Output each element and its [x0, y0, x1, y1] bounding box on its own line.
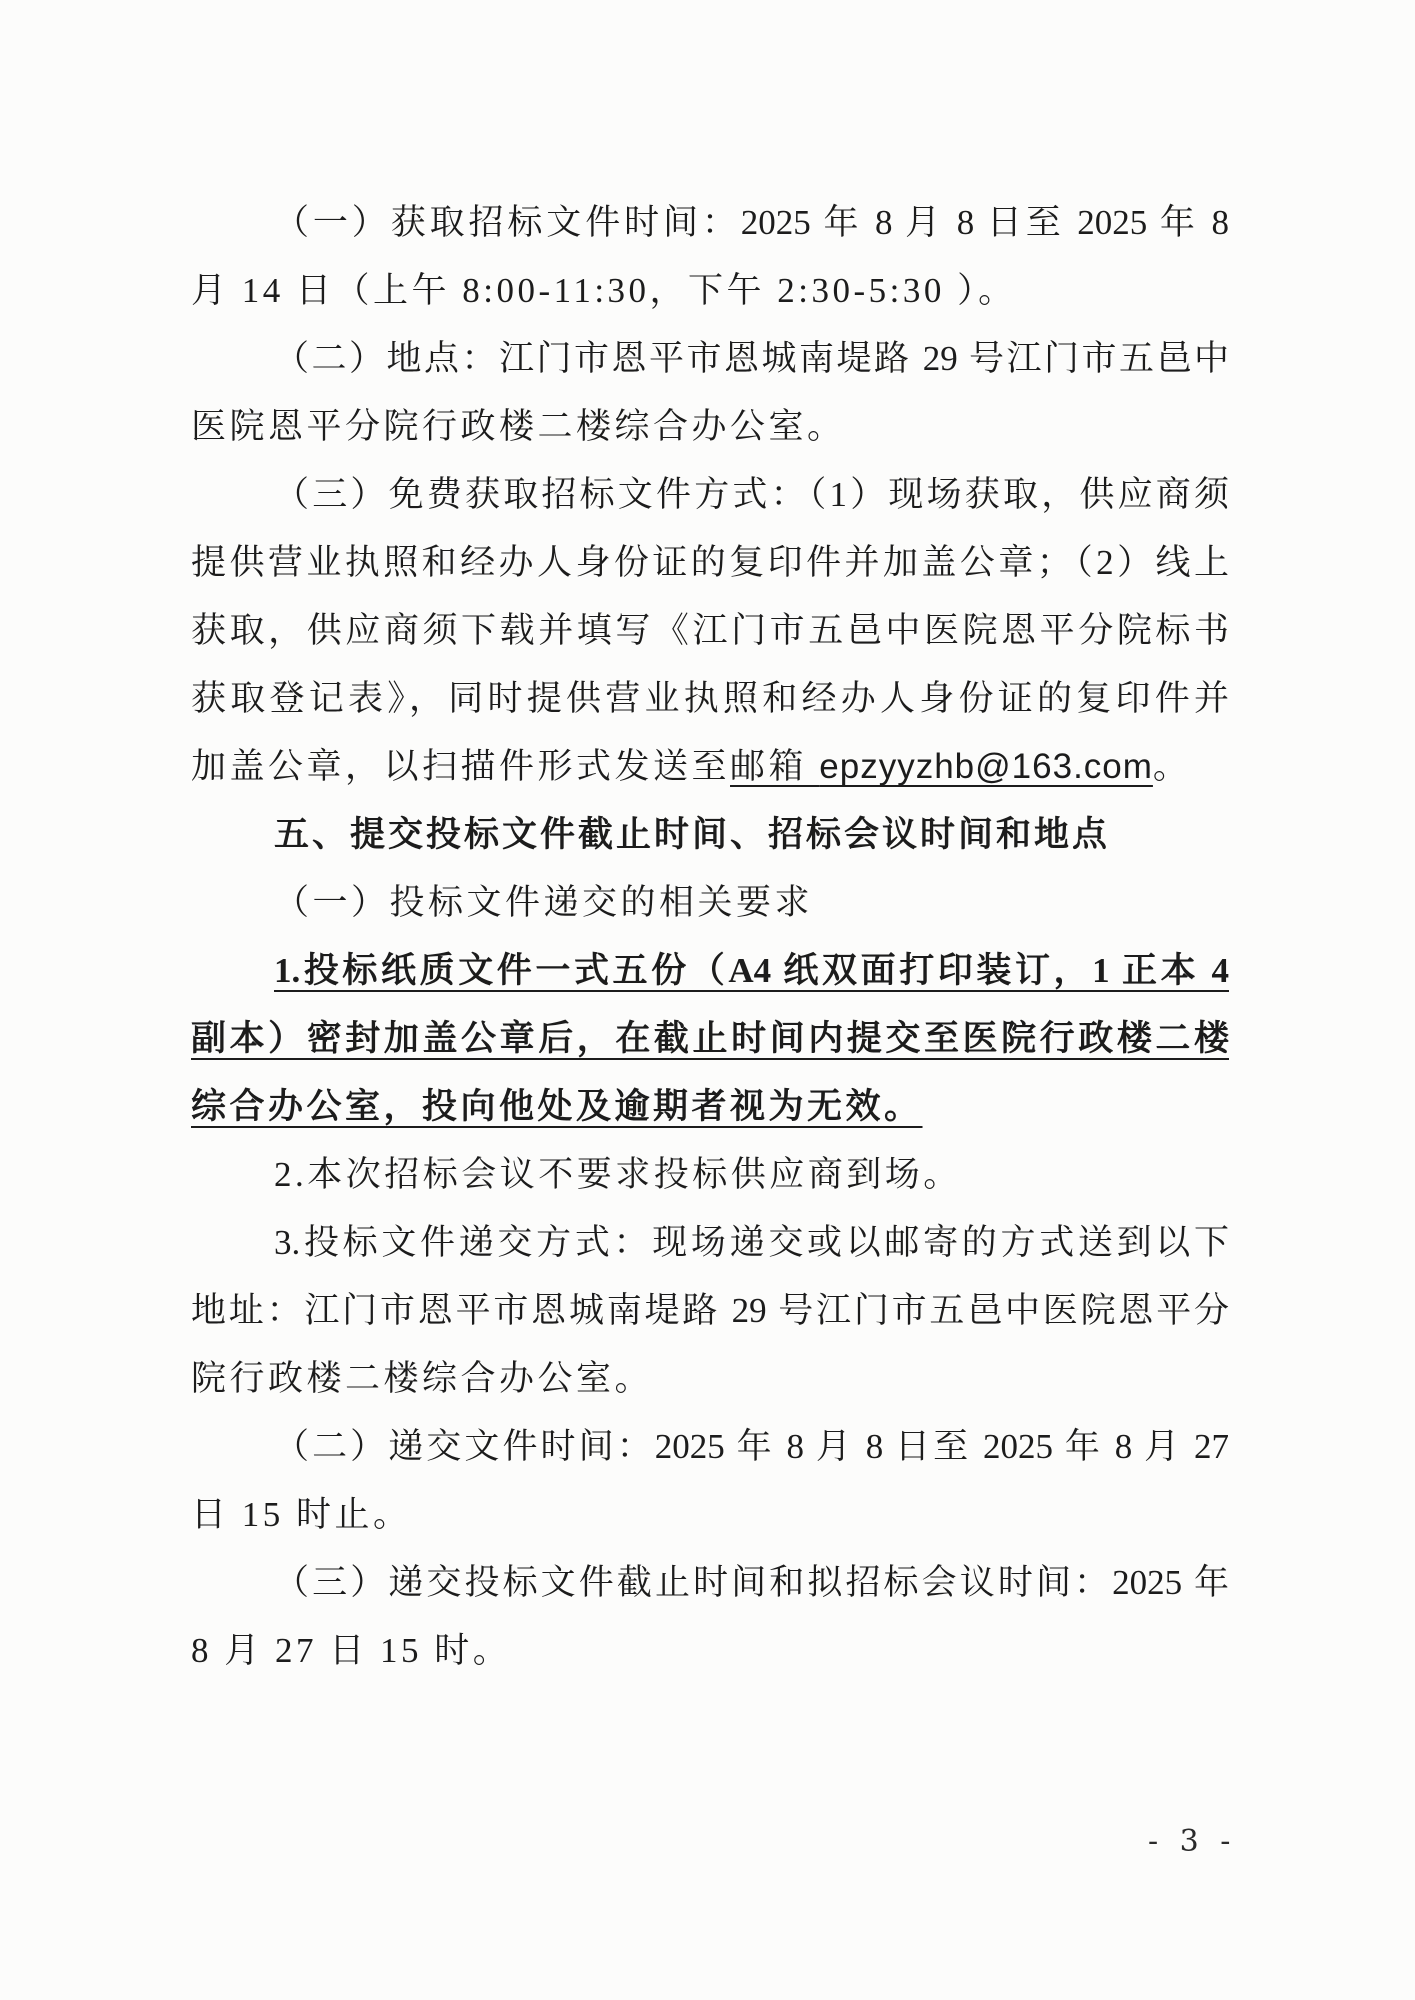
email-address: epzyyzhb@163.com — [819, 747, 1153, 786]
requirement-3-line-3: 院行政楼二楼综合办公室。 — [191, 1359, 654, 1398]
section-5-sub-1-title: （一）投标文件递交的相关要求 — [274, 883, 814, 922]
email-label: 邮箱 — [730, 747, 820, 786]
requirement-3-line-2: 地址：江门市恩平市恩城南堤路 29 号江门市五邑中医院恩平分 — [191, 1291, 1229, 1330]
acquisition-method-last-suffix: 。 — [1152, 747, 1192, 786]
section-5-sub-2-line-1: （二）递交文件时间：2025 年 8 月 8 日至 2025 年 8 月 27 — [274, 1427, 1229, 1466]
acquisition-method-line-4: 获取登记表》，同时提供营业执照和经办人身份证的复印件并 — [191, 679, 1229, 718]
acquisition-time-line-2: 月 14 日（上午 8:00-11:30，下午 2:30-5:30 ）。 — [191, 271, 1017, 310]
requirement-1-line-2: 副本）密封加盖公章后，在截止时间内提交至医院行政楼二楼 — [191, 1019, 1229, 1058]
section-5-sub-2-line-2: 日 15 时止。 — [191, 1495, 412, 1534]
section-5-heading: 五、提交投标文件截止时间、招标会议时间和地点 — [274, 815, 1111, 854]
acquisition-time-line-1: （一）获取招标文件时间：2025 年 8 月 8 日至 2025 年 8 — [274, 203, 1229, 242]
requirement-1-line-1: 1.投标纸质文件一式五份（A4 纸双面打印装订，1 正本 4 — [274, 951, 1229, 990]
email-link — [730, 747, 1153, 786]
acquisition-place-line-1: （二）地点：江门市恩平市恩城南堤路 29 号江门市五邑中 — [274, 339, 1229, 378]
section-5-sub-3-line-1: （三）递交投标文件截止时间和拟招标会议时间：2025 年 — [274, 1563, 1229, 1602]
acquisition-method-line-5 — [191, 733, 1191, 801]
page-number: - 3 - — [1148, 1824, 1237, 1859]
acquisition-method-line-2: 提供营业执照和经办人身份证的复印件并加盖公章；（2）线上 — [191, 543, 1229, 582]
requirement-1-line-3: 综合办公室，投向他处及逾期者视为无效。 — [191, 1087, 923, 1126]
acquisition-method-line-3: 获取，供应商须下载并填写《江门市五邑中医院恩平分院标书 — [191, 611, 1229, 650]
section-5-sub-3-line-2: 8 月 27 日 15 时。 — [191, 1631, 512, 1670]
acquisition-method-line-1: （三）免费获取招标文件方式：（1）现场获取，供应商须 — [274, 475, 1229, 514]
requirement-3-line-1: 3.投标文件递交方式：现场递交或以邮寄的方式送到以下 — [274, 1223, 1229, 1262]
requirement-2: 2.本次招标会议不要求投标供应商到场。 — [274, 1155, 962, 1194]
acquisition-method-last-prefix: 加盖公章，以扫描件形式发送至 — [191, 747, 731, 786]
acquisition-place-line-2: 医院恩平分院行政楼二楼综合办公室。 — [191, 407, 846, 446]
